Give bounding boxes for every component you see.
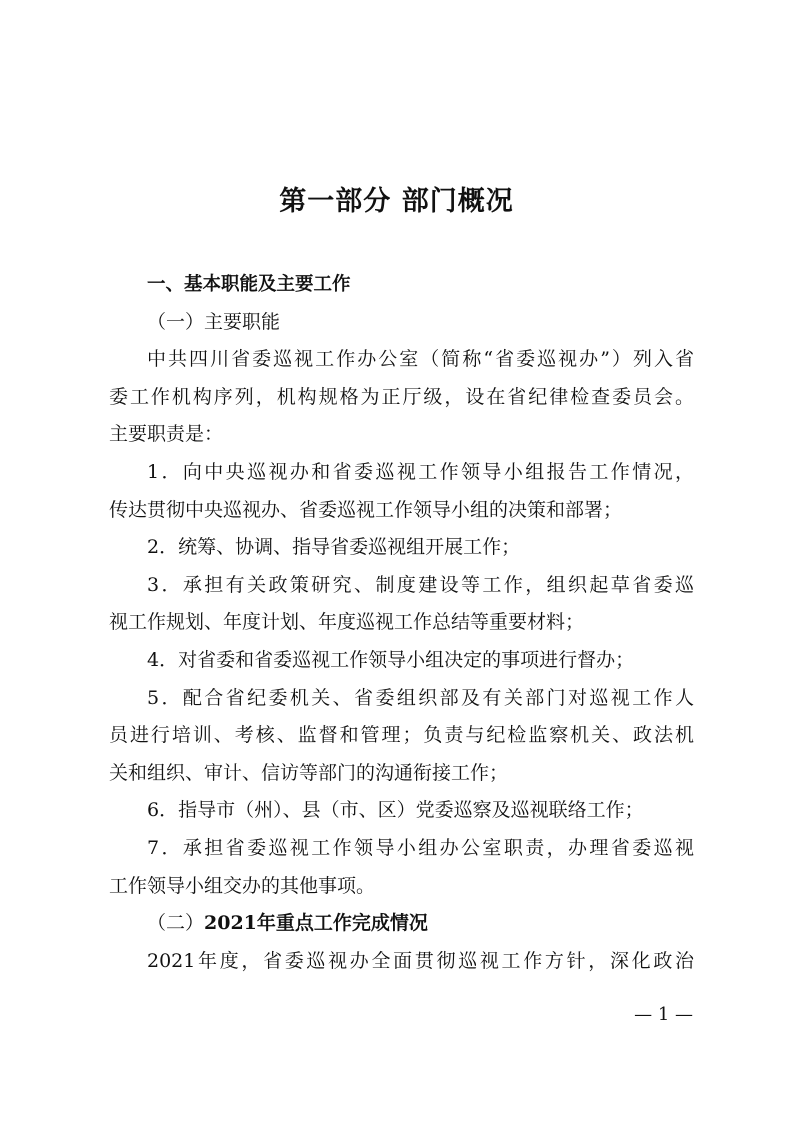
duty-5-line: 员进行培训、考核、监督和管理；负责与纪检监察机关、政法机 bbox=[109, 724, 694, 747]
duty-3-line: 视工作规划、年度计划、年度巡视工作总结等重要材料； bbox=[109, 611, 585, 634]
duty-6-line: 6．指导市（州）、县（市、区）党委巡察及巡视联络工作； bbox=[147, 799, 644, 822]
intro-line: 委工作机构序列，机构规格为正厅级，设在省纪律检查委员会。 bbox=[109, 385, 694, 408]
duty-4-line: 4．对省委和省委巡视工作领导小组决定的事项进行督办； bbox=[147, 648, 635, 671]
subsection-heading-2021-work bbox=[109, 905, 694, 943]
section-heading: 一、基本职能及主要工作 bbox=[147, 274, 351, 295]
subsection-heading-main-duties: （一）主要职能 bbox=[147, 310, 281, 333]
duty-5-line: 5．配合省纪委机关、省委组织部及有关部门对巡视工作人 bbox=[147, 686, 694, 709]
intro-line: 中共四川省委巡视工作办公室（简称“省委巡视办”）列入省 bbox=[147, 348, 694, 371]
duty-2-line: 2．统筹、协调、指导省委巡视组开展工作； bbox=[147, 536, 521, 559]
duty-1-line: 1．向中央巡视办和省委巡视工作领导小组报告工作情况， bbox=[147, 460, 694, 483]
closing-line: 2021年度，省委巡视办全面贯彻巡视工作方针，深化政治 bbox=[147, 949, 694, 972]
page-number: — 1 — bbox=[634, 1004, 693, 1025]
subsection-heading-text: 2021年重点工作完成情况 bbox=[204, 912, 428, 935]
duty-5-line: 关和组织、审计、信访等部门的沟通衔接工作； bbox=[109, 761, 509, 784]
intro-line: 主要职责是： bbox=[109, 423, 224, 446]
document-body bbox=[109, 266, 694, 980]
subsection-heading-number: （二） bbox=[147, 912, 205, 935]
duty-3-line: 3．承担有关政策研究、制度建设等工作，组织起草省委巡 bbox=[147, 573, 694, 596]
duty-7-line: 工作领导小组交办的其他事项。 bbox=[109, 874, 376, 897]
duty-7-line: 7．承担省委巡视工作领导小组办公室职责，办理省委巡视 bbox=[147, 836, 694, 859]
duty-1-line: 传达贯彻中央巡视办、省委巡视工作领导小组的决策和部署； bbox=[109, 498, 623, 521]
page-title: 第一部分 部门概况 bbox=[279, 186, 514, 217]
